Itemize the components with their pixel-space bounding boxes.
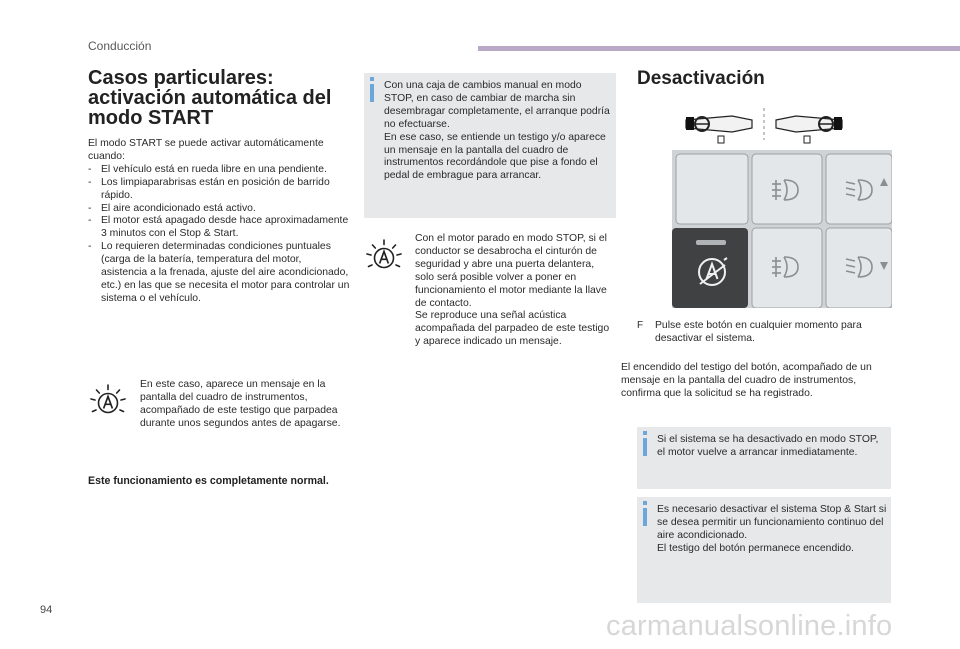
stop-start-button-illustration: [672, 102, 892, 308]
section-label: Conducción: [88, 39, 152, 53]
normal-operation-note: Este funcionamiento es completamente normal.: [88, 475, 329, 487]
auto-start-warning-icon: [88, 382, 128, 422]
info-icon: [643, 508, 647, 526]
info-icon: [643, 438, 647, 456]
info-box-air-conditioning: [637, 497, 891, 603]
list-item: - El vehículo está en rueda libre en una pendiente.: [88, 164, 350, 177]
info-box-manual-gearbox: [364, 73, 616, 218]
conditions-list: [88, 164, 350, 306]
list-item: - El motor está apagado desde hace aproximadamente 3 minutos con el Stop & Start.: [88, 215, 350, 241]
list-item: - Los limpiaparabrisas están en posición de barrido rápido.: [88, 177, 350, 203]
confirmation-paragraph: El encendido del testigo del botón, acompañado de un mensaje en la pantalla del cuadro de instrumentos, confirma que la solicitud se ha registrado.: [621, 362, 872, 399]
page-number: 94: [40, 604, 53, 616]
section-title-deactivation: Desactivación: [637, 68, 765, 89]
info-icon: [370, 84, 374, 102]
bullet-marker: F: [637, 320, 644, 331]
list-item: - El aire acondicionado está activo.: [88, 203, 350, 216]
header-accent-bar: [478, 46, 960, 51]
auto-start-warning-icon: [364, 237, 404, 277]
info-icon-dot: [643, 501, 647, 505]
list-item: - Lo requieren determinadas condiciones puntuales (carga de la batería, temperatura del motor, asistencia a la frenada, ajuste del aire acondicionado, etc.) en las que se necesita el motor para controlar un sistema o el vehículo.: [88, 241, 350, 306]
info-text: Si el sistema se ha desactivado en modo STOP, el motor vuelve a arrancar inmediatamente.: [657, 434, 879, 458]
steering-wheel-lhd-icon: [686, 116, 752, 143]
warning-note: En este caso, aparece un mensaje en la pantalla del cuadro de instrumentos, acompañado de este testigo que parpadea durante unos segundos antes de apagarse.: [140, 379, 341, 429]
info-text: Con una caja de cambios manual en modo STOP, en caso de cambiar de marcha sin desembragar completamente, el arranque podría no efectuarse. En ese caso, se entiende un testigo y/o aparece un mensaje en la pantalla del cuadro de instrumentos recordándole que pise a fondo el pedal de embrague para arrancar.: [384, 80, 610, 182]
watermark: carmanualsonline.info: [606, 610, 893, 642]
info-icon-dot: [370, 77, 374, 81]
bullet-text: Pulse este botón en cualquier momento para desactivar el sistema.: [655, 320, 862, 344]
info-box-restart: [637, 427, 891, 489]
steering-wheel-rhd-icon: [776, 116, 842, 143]
info-icon-dot: [643, 431, 647, 435]
intro-text: El modo START se puede activar automáticamente cuando:: [88, 138, 324, 162]
page-title: Casos particulares: activación automática del modo START: [88, 67, 332, 129]
seatbelt-warning-note: Con el motor parado en modo STOP, si el conductor se desabrocha el cinturón de seguridad y abre una puerta delantera, solo será posible volver a poner en funcionamiento el motor mediante la llave de contacto. Se reproduce una señal acústica acompañada del parpadeo de este testigo y aparece indicado un mensaje.: [415, 233, 610, 348]
conditions-section: [88, 138, 350, 306]
info-text: Es necesario desactivar el sistema Stop & Start si se desea permitir un funcionamiento continuo del aire acondicionado. El testigo del botón permanece encendido.: [657, 504, 887, 554]
